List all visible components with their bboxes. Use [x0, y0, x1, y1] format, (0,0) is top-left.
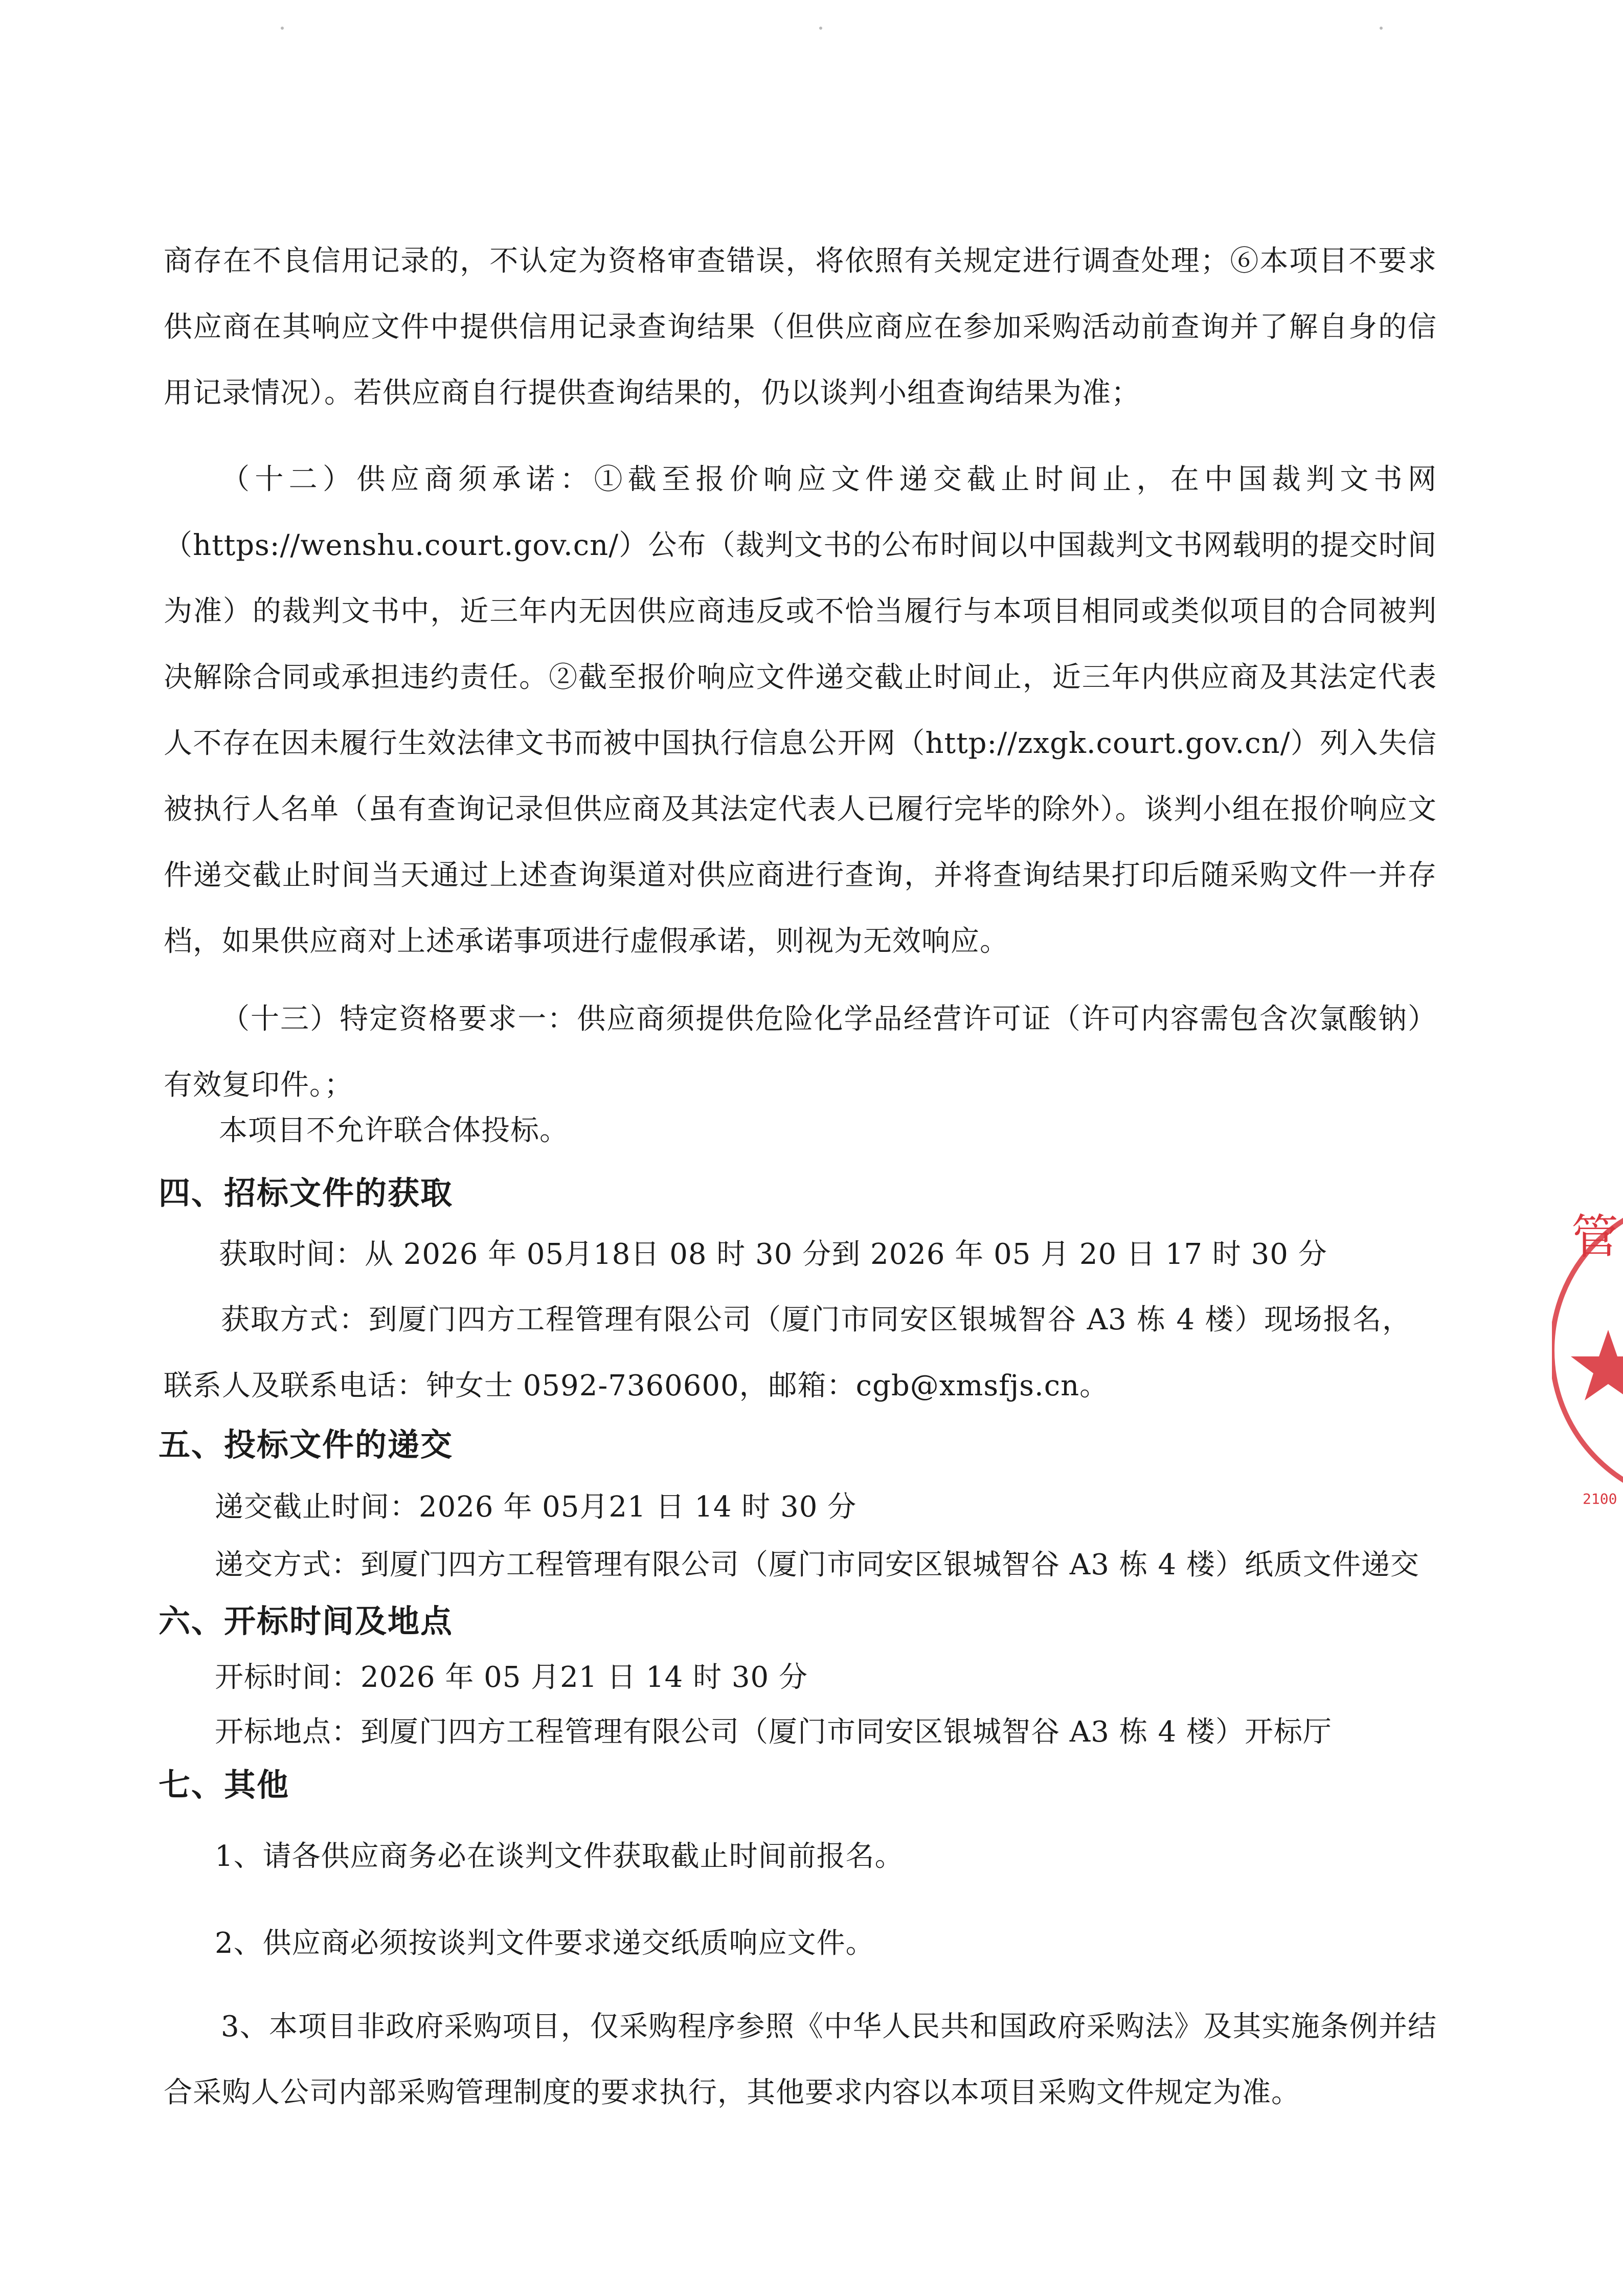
- other-item-2: 2、供应商必须按谈判文件要求递交纸质响应文件。: [215, 1927, 875, 1960]
- obtain-time: 获取时间：从 2026 年 05月18日 08 时 30 分到 2026 年 05 月 20 日 17 时 30 分: [219, 1238, 1327, 1271]
- opening-place: 开标地点：到厦门四方工程管理有限公司（厦门市同安区银城智谷 A3 栋 4 楼）开标厅: [215, 1715, 1332, 1749]
- seal-text: 管: [1571, 1210, 1619, 1264]
- paragraph-commitment: （十二）供应商须承诺：①截至报价响应文件递交截止时间止，在中国裁判文书网（https://wenshu.court.gov.cn/）公布（裁判文书的公布时间以中国裁判文书网载明的提交时间为准）的裁判文书中，近三年内无因供应商违反或不恰当履行与本项目相同或类似项目的合同被判决解除合同或承担违约责任。②截至报价响应文件递交截止时间止，近三年内供应商及其法定代表人不存在因未履行生效法律文书而被中国执行信息公开网（http://zxgk.court.gov.cn/）列入失信被执行人名单（虽有查询记录但供应商及其法定代表人已履行完毕的除外）。谈判小组在报价响应文件递交截止时间当天通过上述查询渠道对供应商进行查询，并将查询结果打印后随采购文件一并存档，如果供应商对上述承诺事项进行虚假承诺，则视为无效响应。: [164, 463, 1437, 958]
- scan-speck: [1380, 27, 1383, 30]
- obtain-method: 获取方式：到厦门四方工程管理有限公司（厦门市同安区银城智谷 A3 栋 4 楼）现场报名，联系人及联系电话：钟女士 0592-7360600，邮箱：cgb@xmsfjs.cn。: [164, 1303, 1411, 1402]
- paragraph-credit-record: 商存在不良信用记录的，不认定为资格审查错误，将依照有关规定进行调查处理；⑥本项目不要求供应商在其响应文件中提供信用记录查询结果（但供应商应在参加采购活动前查询并了解自身的信用记录情况）。若供应商自行提供查询结果的，仍以谈判小组查询结果为准；: [164, 244, 1437, 410]
- other-item-1: 1、请各供应商务必在谈判文件获取截止时间前报名。: [215, 1840, 904, 1873]
- paragraph-no-consortium: 本项目不允许联合体投标。: [219, 1114, 569, 1147]
- seal-number: 2100: [1583, 1490, 1617, 1507]
- section-heading-submission: 五、投标文件的递交: [159, 1426, 454, 1463]
- section-heading-opening: 六、开标时间及地点: [159, 1602, 454, 1640]
- seal-star-icon: [1571, 1330, 1623, 1400]
- opening-time: 开标时间：2026 年 05 月21 日 14 时 30 分: [215, 1661, 808, 1694]
- submission-deadline: 递交截止时间：2026 年 05月21 日 14 时 30 分: [215, 1490, 857, 1524]
- scan-speck: [819, 27, 822, 30]
- submission-method: 递交方式：到厦门四方工程管理有限公司（厦门市同安区银城智谷 A3 栋 4 楼）纸质文件递交: [215, 1548, 1419, 1581]
- scan-speck: [281, 27, 284, 30]
- company-seal: [1552, 1176, 1623, 1524]
- section-heading-obtain-documents: 四、招标文件的获取: [159, 1174, 454, 1212]
- paragraph-special-qualification: （十三）特定资格要求一：供应商须提供危险化学品经营许可证（许可内容需包含次氯酸钠）有效复印件。；: [164, 1002, 1437, 1102]
- other-item-3: 3、本项目非政府采购项目，仅采购程序参照《中华人民共和国政府采购法》及其实施条例并结合采购人公司内部采购管理制度的要求执行，其他要求内容以本项目采购文件规定为准。: [164, 2010, 1437, 2109]
- section-heading-other: 七、其他: [159, 1766, 290, 1803]
